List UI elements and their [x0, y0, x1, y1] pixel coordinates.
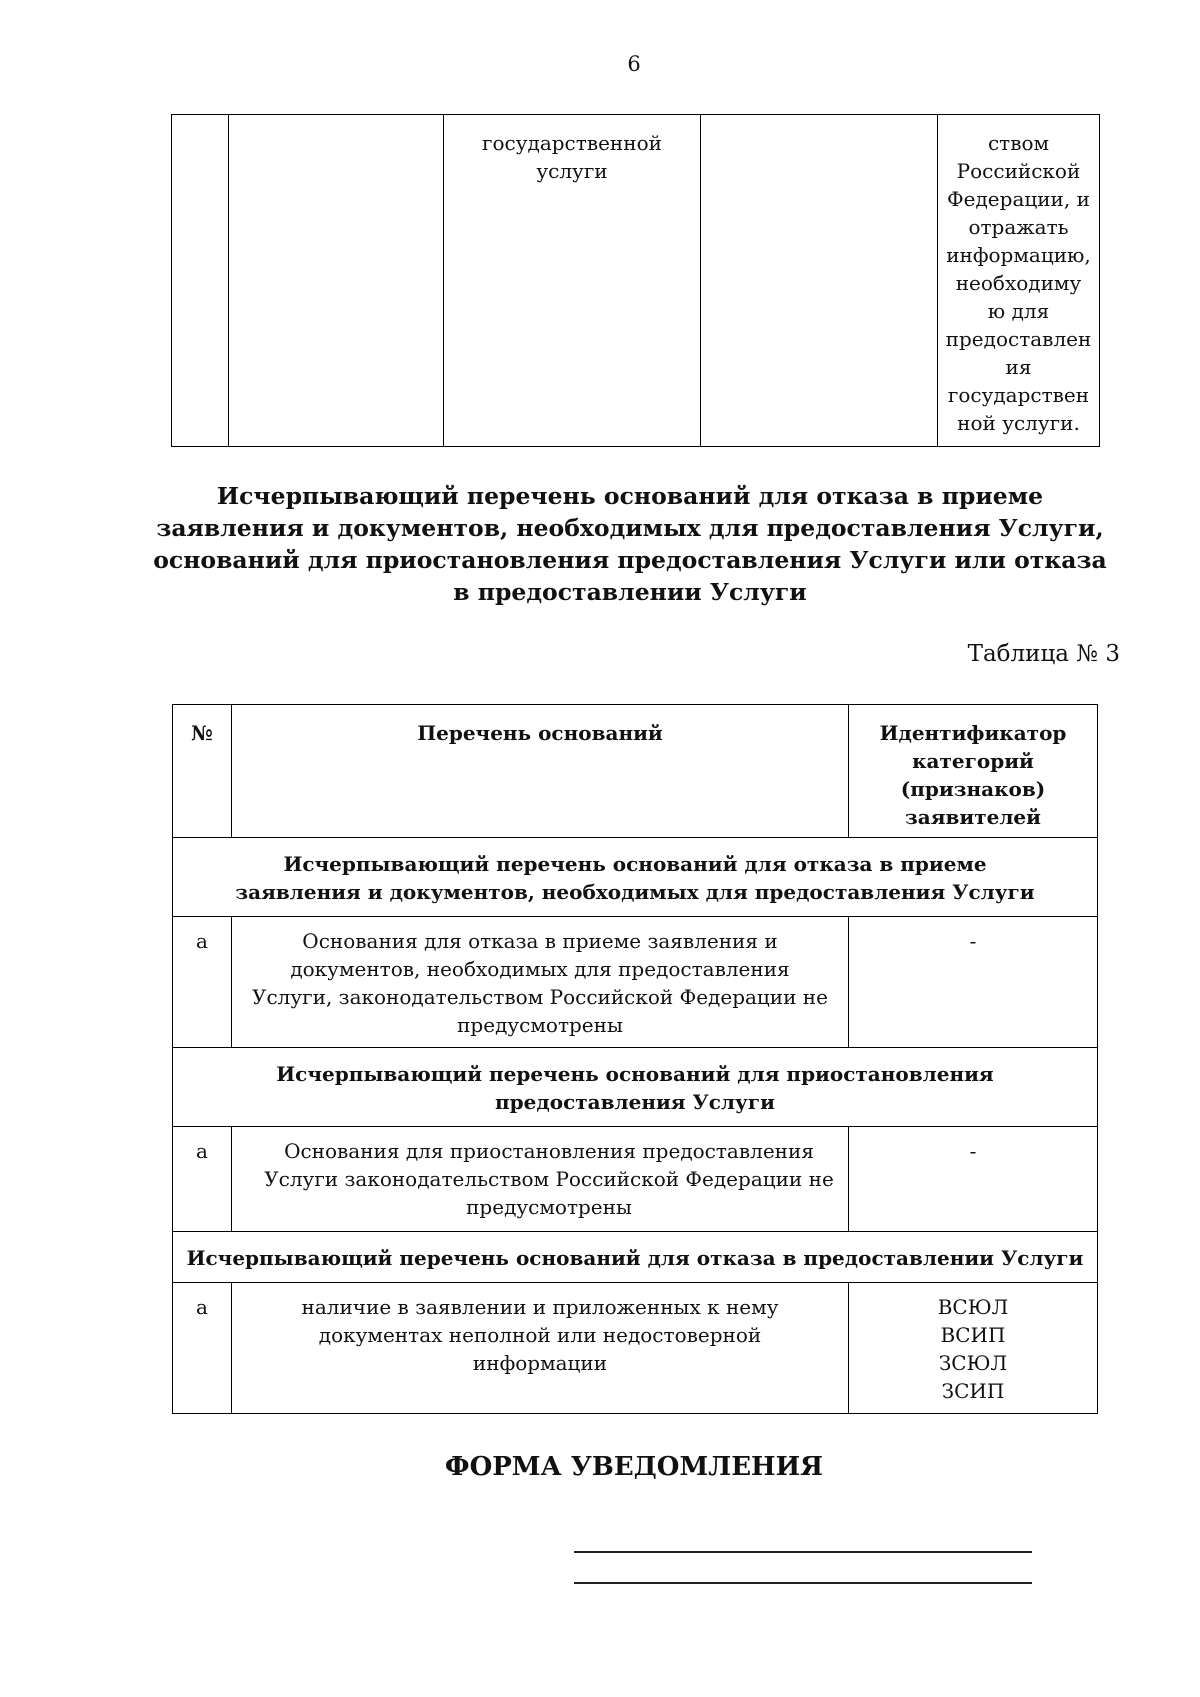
- row-number: а: [173, 1127, 232, 1232]
- section-row: [173, 1232, 1098, 1283]
- row-identifier: [849, 1283, 1098, 1414]
- identifier-code: ВСИП: [940, 1323, 1006, 1347]
- row-number: а: [173, 917, 232, 1048]
- cont-cell-1: [172, 115, 229, 447]
- cont-cell-3-line: государственной: [482, 131, 662, 155]
- cont-cell-3: [444, 115, 701, 447]
- row-text: наличие в заявлении и приложенных к нему документах неполной или недостоверной информации: [232, 1283, 849, 1414]
- cont-cell-5-line: государствен: [947, 383, 1090, 407]
- cont-cell-5-line: ством: [987, 131, 1050, 155]
- section-title: Исчерпывающий перечень оснований для отказа в предоставлении Услуги: [173, 1232, 1098, 1283]
- form-title: ФОРМА УВЕДОМЛЕНИЯ: [444, 1452, 824, 1482]
- cont-cell-5-line: ной услуги.: [957, 411, 1080, 435]
- cont-cell-5-line: информацию,: [946, 243, 1091, 267]
- cont-cell-5-line: ия: [1005, 355, 1032, 379]
- row-text: Основания для приостановления предоставления Услуги законодательством Российской Федерации не предусмотрены: [232, 1127, 849, 1232]
- section-title: Исчерпывающий перечень оснований для отказа в приеме заявления и документов, необходимых для предоставления Услуги: [173, 838, 1098, 917]
- cont-cell-4: [701, 115, 938, 447]
- identifier-code: ЗСЮЛ: [938, 1351, 1008, 1375]
- blank-line: [574, 1551, 1032, 1553]
- cont-cell-2: [229, 115, 444, 447]
- header-reasons: Перечень оснований: [232, 705, 849, 838]
- table-row: [173, 1127, 1098, 1232]
- continuation-table: [171, 114, 1100, 447]
- section-row: [173, 838, 1098, 917]
- row-identifier: -: [849, 1127, 1098, 1232]
- blank-line: [574, 1582, 1032, 1584]
- page-number: 6: [627, 52, 641, 76]
- row-identifier: -: [849, 917, 1098, 1048]
- section-heading: Исчерпывающий перечень оснований для отказа в приеме заявления и документов, необходимых для предоставления Услуги, оснований для приостановления предоставления Услуги или отказа в предоставлении Услуги: [153, 482, 1107, 606]
- table-row: [173, 1283, 1098, 1414]
- table-row: [173, 917, 1098, 1048]
- cont-cell-5: [938, 115, 1100, 447]
- cont-cell-5-line: Федерации, и: [947, 187, 1090, 211]
- cont-cell-5-line: необходиму: [955, 271, 1082, 295]
- section-row: [173, 1048, 1098, 1127]
- grounds-table: [172, 704, 1098, 1414]
- cont-cell-5-line: отражать: [968, 215, 1069, 239]
- row-number: а: [173, 1283, 232, 1414]
- identifier-code: ЗСИП: [941, 1379, 1005, 1403]
- section-title: Исчерпывающий перечень оснований для приостановления предоставления Услуги: [173, 1048, 1098, 1127]
- cont-cell-3-line: услуги: [536, 159, 608, 183]
- cont-cell-5-line: Российской: [956, 159, 1081, 183]
- table-header-row: [173, 705, 1098, 838]
- cont-cell-5-line: предоставлен: [945, 327, 1092, 351]
- identifier-code: ВСЮЛ: [937, 1295, 1009, 1319]
- header-identifier: Идентификатор категорий (признаков) заявителей: [849, 705, 1098, 838]
- header-number: №: [173, 705, 232, 838]
- row-text: Основания для отказа в приеме заявления и документов, необходимых для предоставления Услуги, законодательством Российской Федерации не предусмотрены: [232, 917, 849, 1048]
- cont-cell-5-line: ю для: [987, 299, 1050, 323]
- table-number-label: Таблица № 3: [967, 641, 1120, 667]
